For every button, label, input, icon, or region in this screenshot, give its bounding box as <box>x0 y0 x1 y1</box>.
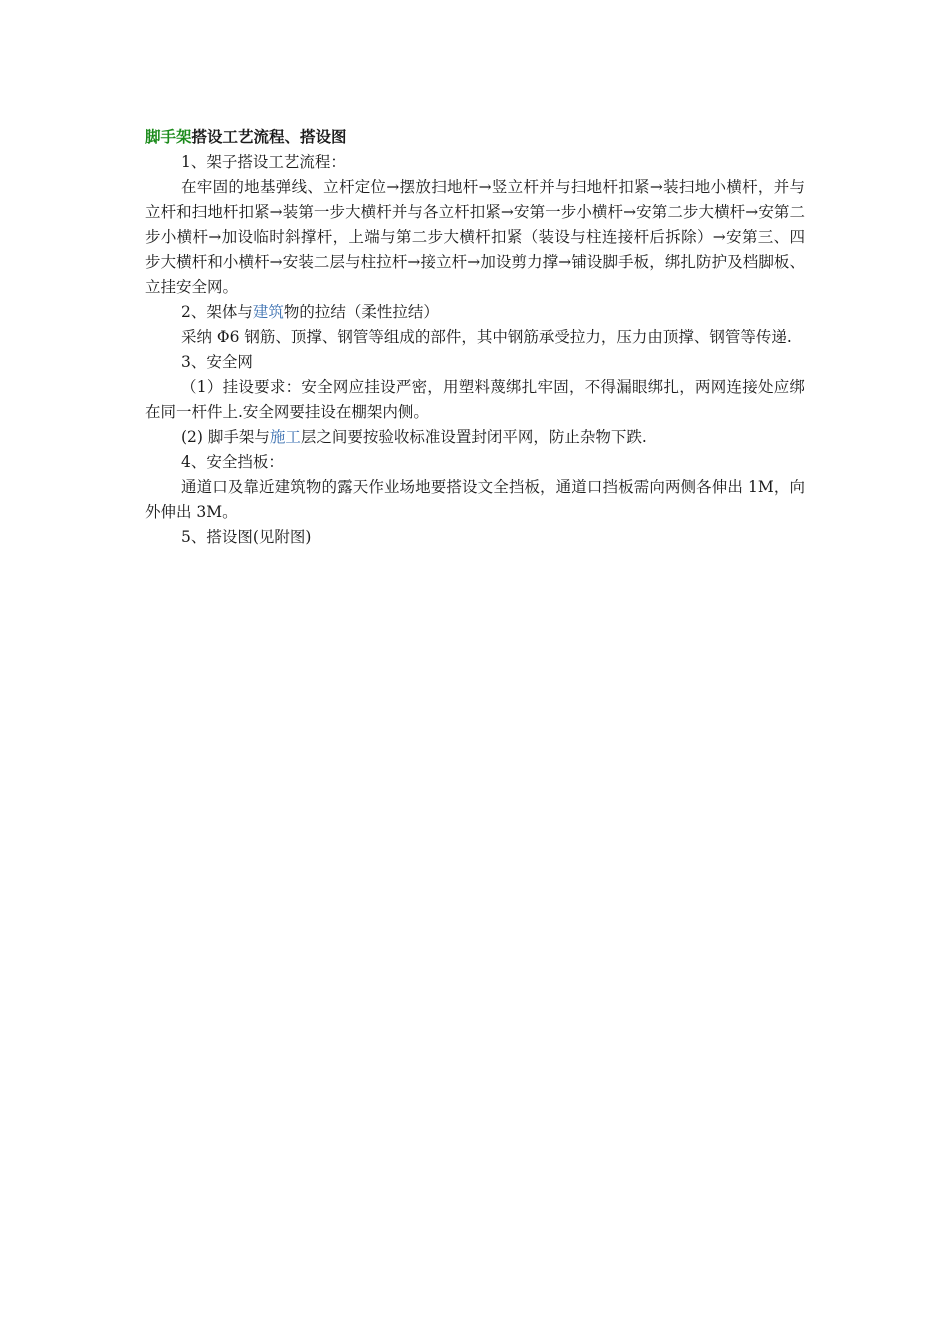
section-3-item-1: （1）挂设要求：安全网应挂设严密，用塑料蔑绑扎牢固，不得漏眼绑扎，两网连接处应绑在同一杆件上.安全网要挂设在棚架内侧。 <box>145 378 805 421</box>
document-body <box>145 124 805 550</box>
section-4-body: 通道口及靠近建筑物的露天作业场地要搭设文全挡板，通道口挡板需向两侧各伸出 1M，向外伸出 3M。 <box>145 478 805 521</box>
section-1-body: 在牢固的地基弹线、立杆定位→摆放扫地杆→竖立杆并与扫地杆扣紧→装扫地小横杆，并与立杆和扫地杆扣紧→装第一步大横杆并与各立杆扣紧→安第一步小横杆→安第二步大横杆→安第二步小横杆→加设临时斜撑杆，上端与第二步大横杆扣紧（装设与柱连接杆后拆除）→安第三、四步大横杆和小横杆→安装二层与柱拉杆→接立杆→加设剪力撑→铺设脚手板，绑扎防护及档脚板、立挂安全网。 <box>145 178 805 296</box>
title-highlight: 脚手架 <box>145 127 192 146</box>
building-link[interactable]: 建筑 <box>252 303 284 321</box>
section-2-heading-pre: 2、架体与 <box>181 303 253 321</box>
section-2-body: 采纳 Φ6 钢筋、顶撑、钢管等组成的部件，其中钢筋承受拉力，压力由顶撑、钢管等传递. <box>181 328 792 346</box>
section-2-heading-post: 物的拉结（柔性拉结） <box>283 303 439 321</box>
section-3-item-2-pre: (2) 脚手架与 <box>181 428 270 446</box>
construction-link[interactable]: 施工 <box>269 428 301 446</box>
section-3-item-2 <box>145 425 805 450</box>
section-2-heading <box>145 300 805 325</box>
section-5-heading: 5、搭设图(见附图) <box>181 528 312 546</box>
document-title <box>145 124 805 150</box>
section-4-heading: 4、安全挡板： <box>181 453 284 471</box>
title-rest: 搭设工艺流程、搭设图 <box>191 127 347 146</box>
section-3-item-2-post: 层之间要按验收标准设置封闭平网，防止杂物下跌. <box>300 428 647 446</box>
section-1-heading: 1、架子搭设工艺流程： <box>181 153 346 171</box>
section-3-heading: 3、安全网 <box>181 353 253 371</box>
